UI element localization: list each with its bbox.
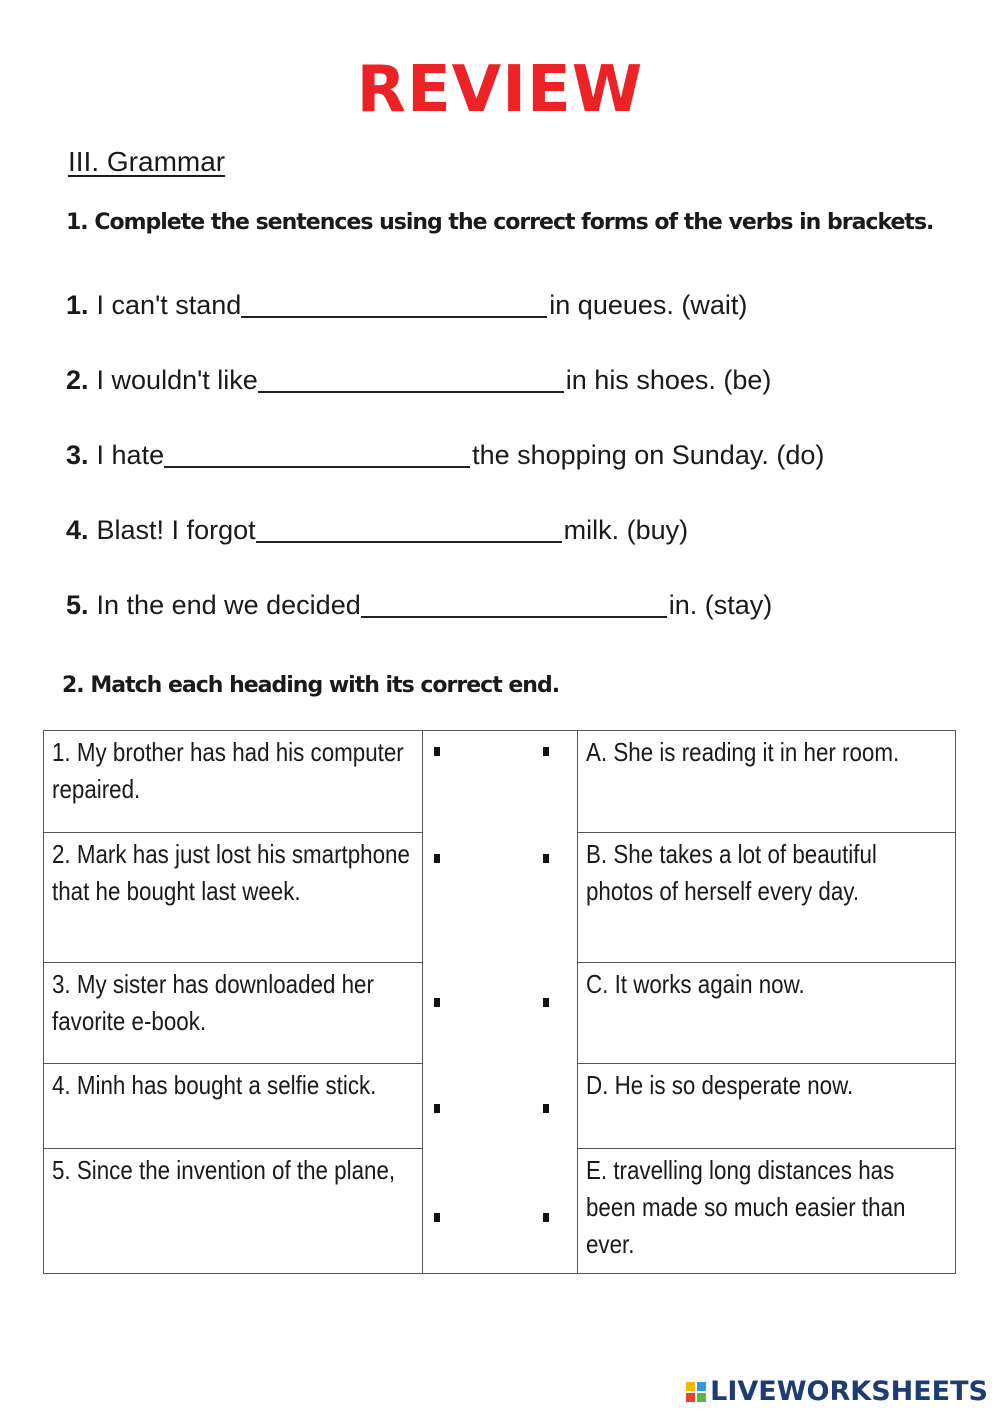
table-row	[44, 1149, 956, 1274]
connector-cell	[423, 1149, 577, 1274]
sentence-end: in. (stay)	[668, 590, 773, 620]
sentence-start: Blast! I forgot	[96, 515, 256, 545]
exercise2-instruction: 2. Match each heading with its correct end.	[62, 673, 560, 698]
sentence-item	[66, 290, 966, 365]
table-row	[44, 833, 956, 963]
exercise1-instruction: 1. Complete the sentences using the correct forms of the verbs in brackets.	[66, 210, 934, 235]
table-row	[44, 1064, 956, 1149]
ending-cell: C. It works again now.	[577, 963, 955, 1064]
heading-cell: 5. Since the invention of the plane,	[44, 1149, 423, 1274]
sentence-start: I wouldn't like	[96, 365, 258, 395]
sentence-end: in his shoes. (be)	[565, 365, 772, 395]
right-match-dot[interactable]	[543, 998, 549, 1007]
answer-blank[interactable]	[258, 390, 564, 393]
liveworksheets-brand[interactable]	[686, 1376, 988, 1407]
sentence-start: In the end we decided	[96, 590, 361, 620]
sentence-end: milk. (buy)	[563, 515, 689, 545]
right-match-dot[interactable]	[543, 1213, 549, 1222]
table-row	[44, 963, 956, 1064]
answer-blank[interactable]	[241, 315, 547, 318]
connector-cell	[423, 963, 577, 1064]
sentence-number: 3.	[66, 440, 89, 470]
right-match-dot[interactable]	[543, 747, 549, 756]
sentence-item	[66, 590, 966, 665]
heading-cell: 3. My sister has downloaded her favorite e-book.	[44, 963, 423, 1064]
exercise1-sentences	[66, 290, 966, 665]
sentence-item	[66, 440, 966, 515]
worksheet-title: REVIEW	[356, 53, 644, 127]
ending-cell: B. She takes a lot of beautiful photos of herself every day.	[577, 833, 955, 963]
answer-blank[interactable]	[256, 540, 562, 543]
left-match-dot[interactable]	[434, 998, 440, 1007]
sentence-end: the shopping on Sunday. (do)	[472, 440, 825, 470]
heading-cell: 4. Minh has bought a selfie stick.	[44, 1064, 423, 1149]
sentence-number: 1.	[66, 290, 89, 320]
liveworksheets-logo-icon	[686, 1382, 706, 1402]
ending-cell: E. travelling long distances has been made so much easier than ever.	[577, 1149, 955, 1274]
right-match-dot[interactable]	[543, 1104, 549, 1113]
connector-cell	[423, 1064, 577, 1149]
left-match-dot[interactable]	[434, 1213, 440, 1222]
left-match-dot[interactable]	[434, 1104, 440, 1113]
left-match-dot[interactable]	[434, 854, 440, 863]
answer-blank[interactable]	[361, 615, 667, 618]
ending-cell: A. She is reading it in her room.	[577, 731, 955, 833]
sentence-item	[66, 365, 966, 440]
sentence-start: I hate	[96, 440, 165, 470]
section-heading: III. Grammar	[68, 146, 226, 177]
left-match-dot[interactable]	[434, 747, 440, 756]
sentence-item	[66, 515, 966, 590]
table-row	[44, 731, 956, 833]
sentence-number: 2.	[66, 365, 89, 395]
brand-name: LIVEWORKSHEETS	[710, 1376, 988, 1407]
sentence-end: in queues. (wait)	[549, 290, 748, 320]
ending-cell: D. He is so desperate now.	[577, 1064, 955, 1149]
sentence-number: 4.	[66, 515, 89, 545]
heading-cell: 1. My brother has had his computer repaired.	[44, 731, 423, 833]
sentence-start: I can't stand	[96, 290, 242, 320]
heading-cell: 2. Mark has just lost his smartphone that he bought last week.	[44, 833, 423, 963]
answer-blank[interactable]	[164, 465, 470, 468]
sentence-number: 5.	[66, 590, 89, 620]
connector-cell	[423, 833, 577, 963]
connector-cell	[423, 731, 577, 833]
right-match-dot[interactable]	[543, 854, 549, 863]
matching-table	[43, 730, 956, 1274]
